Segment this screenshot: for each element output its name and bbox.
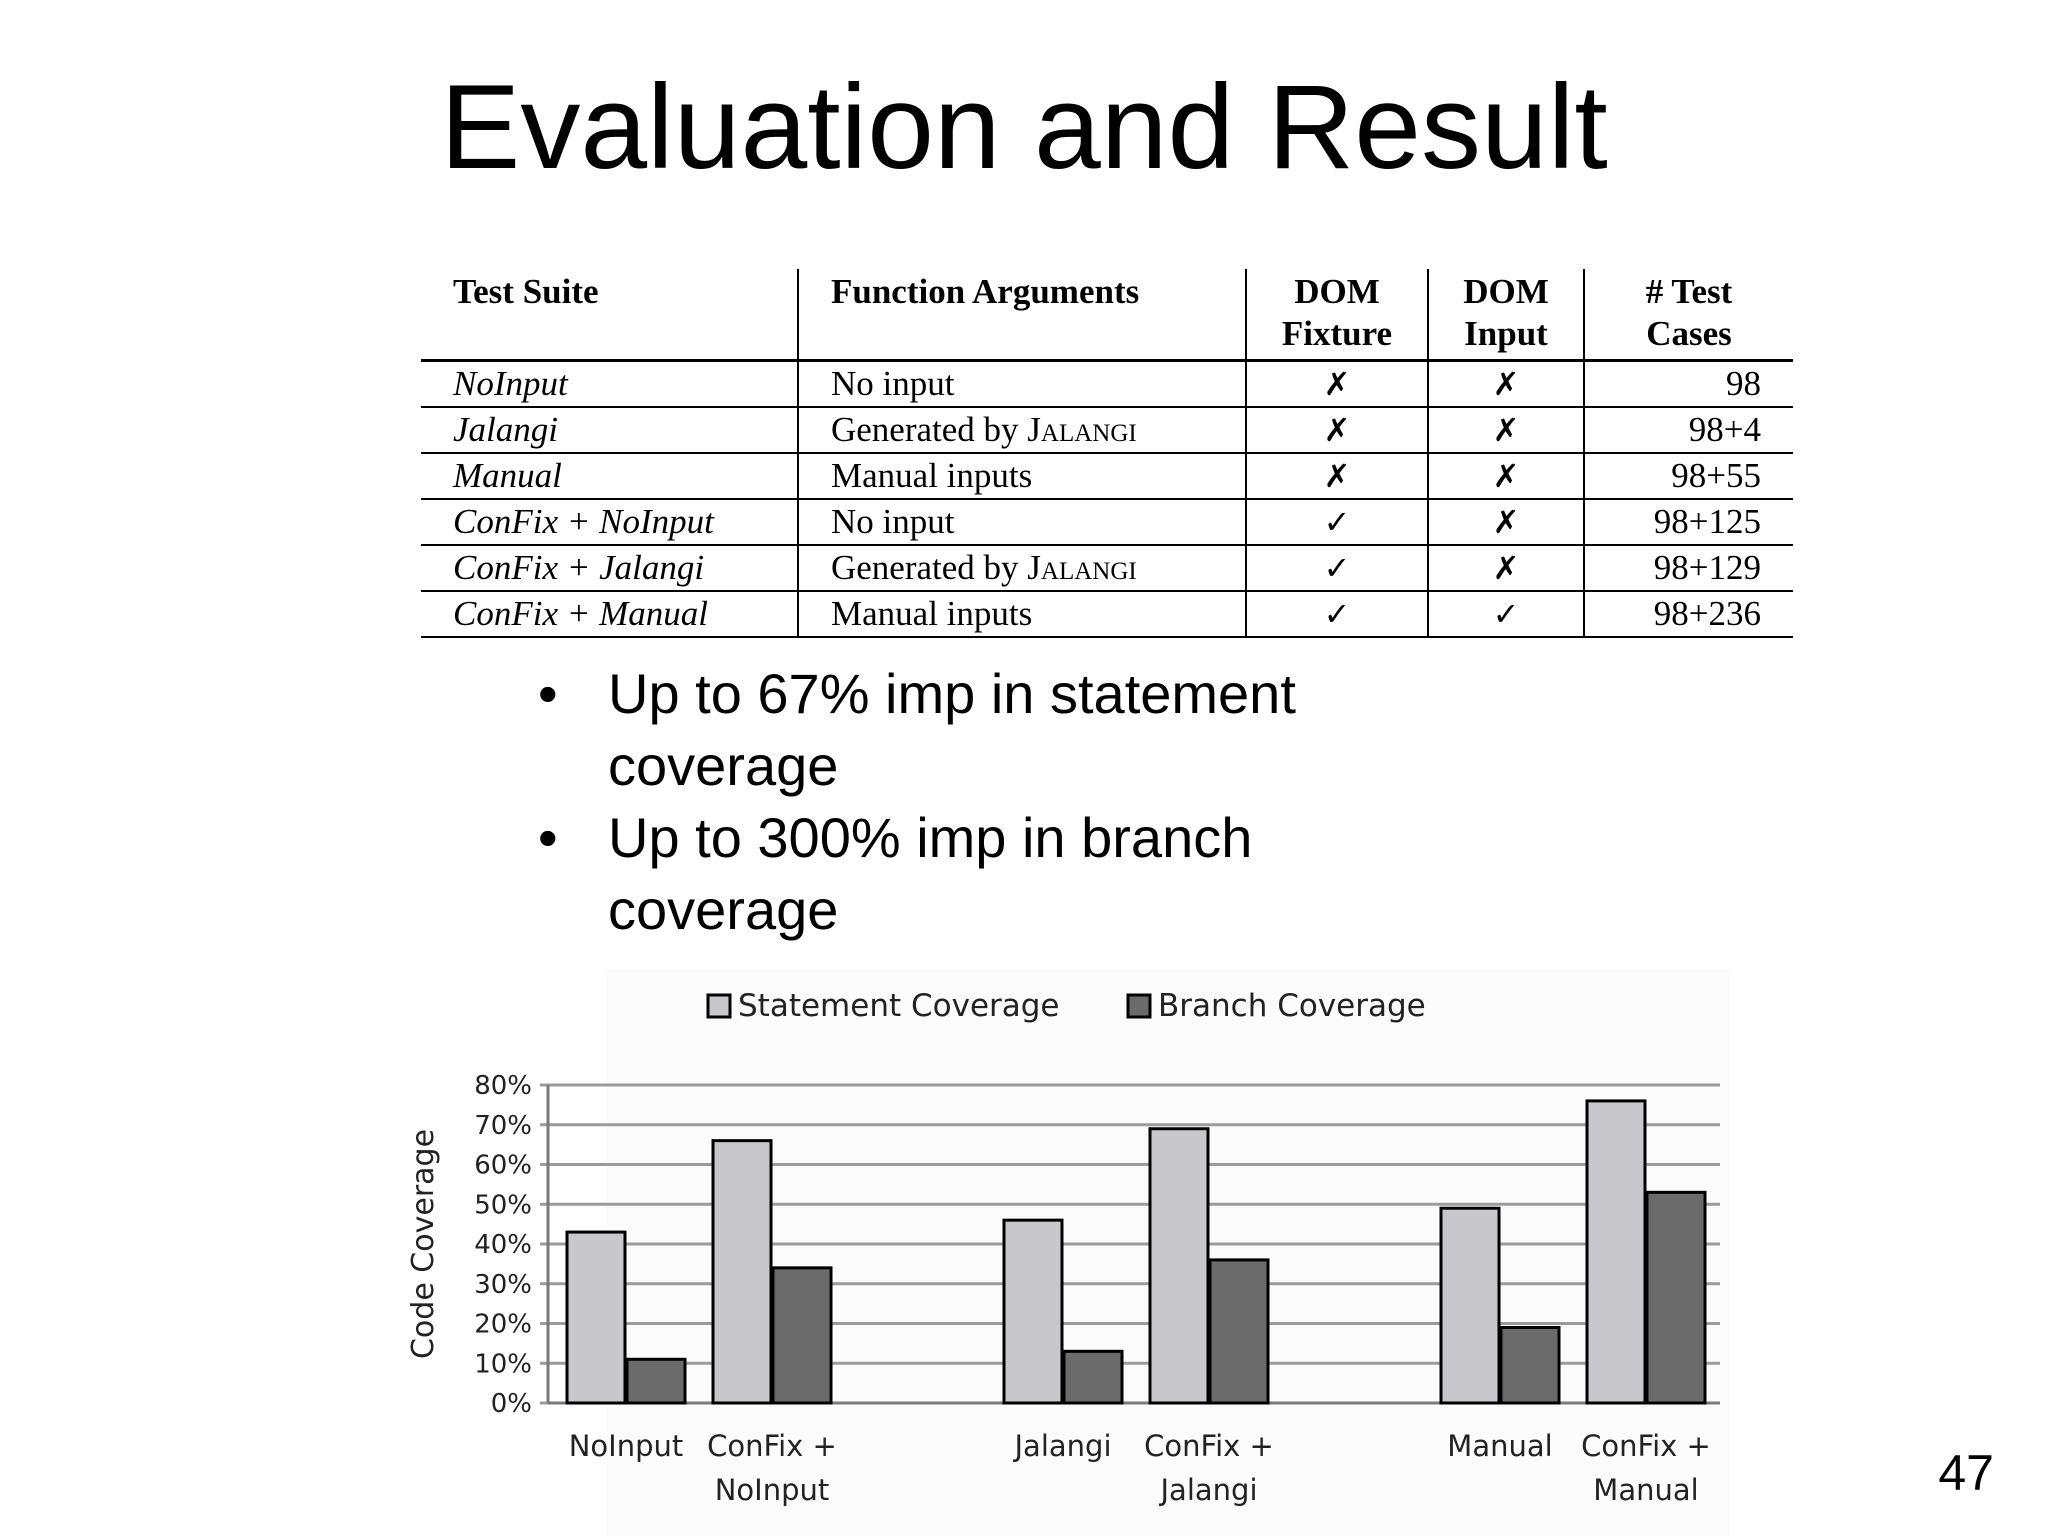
cell-test-suite: Jalangi	[453, 410, 558, 449]
y-tick-label: 50%	[474, 1190, 532, 1221]
cell-test-cases: 98	[1584, 361, 1793, 408]
branch-coverage-bar	[773, 1268, 831, 1403]
header-dom-input: DOM Input	[1428, 269, 1584, 361]
x-tick-label: NoInput	[568, 1429, 684, 1463]
table-row	[421, 361, 1793, 408]
x-tick-label: Manual	[1447, 1429, 1553, 1463]
x-tick-label: Jalangi	[1160, 1473, 1258, 1507]
statement-coverage-bar	[713, 1141, 771, 1403]
branch-coverage-bar	[1210, 1260, 1268, 1403]
cell-function-arguments: Generated by Jalangi	[798, 407, 1246, 453]
legend-label: Statement Coverage	[738, 988, 1060, 1024]
header-test-suite: Test Suite	[453, 272, 599, 311]
cell-dom-input: ✗	[1428, 545, 1584, 591]
y-axis-label: Code Coverage	[406, 1128, 441, 1360]
bullet-list	[530, 658, 1430, 946]
y-tick-label: 20%	[474, 1309, 532, 1340]
cell-dom-input: ✗	[1428, 453, 1584, 499]
y-tick-label: 30%	[474, 1269, 532, 1300]
statement-coverage-bar	[567, 1232, 625, 1403]
bullet-line-continued: coverage	[608, 734, 839, 797]
cell-function-arguments: Generated by Jalangi	[798, 545, 1246, 591]
x-tick-label: ConFix +	[1581, 1429, 1711, 1463]
bullet-dot: •	[538, 806, 558, 869]
cell-function-arguments: No input	[798, 499, 1246, 545]
bullet-dot: •	[538, 662, 558, 725]
y-tick-label: 70%	[474, 1110, 532, 1141]
branch-coverage-bar	[1647, 1192, 1705, 1403]
statement-coverage-bar	[1441, 1208, 1499, 1403]
cell-function-arguments: No input	[798, 361, 1246, 408]
x-tick-label: ConFix +	[707, 1429, 837, 1463]
cell-test-cases: 98+55	[1584, 453, 1793, 499]
branch-coverage-bar	[1064, 1351, 1122, 1403]
y-tick-label: 0%	[490, 1389, 532, 1419]
header-function-arguments: Function Arguments	[798, 269, 1246, 361]
y-tick-label: 10%	[474, 1349, 532, 1380]
coverage-chart	[390, 970, 1750, 1536]
table-row	[421, 591, 1793, 637]
test-suite-table	[421, 269, 1793, 638]
cell-dom-input: ✗	[1428, 407, 1584, 453]
cell-dom-fixture: ✓	[1246, 499, 1428, 545]
x-tick-label: ConFix +	[1144, 1429, 1274, 1463]
statement-coverage-bar	[1587, 1101, 1645, 1403]
page-number: 47	[1938, 1445, 1994, 1501]
bullet-line: Up to 67% imp in statement	[608, 662, 1296, 725]
cell-dom-fixture: ✗	[1246, 453, 1428, 499]
cell-test-cases: 98+4	[1584, 407, 1793, 453]
bullet-line-continued: coverage	[608, 878, 839, 941]
x-tick-label: Manual	[1593, 1473, 1699, 1507]
legend-swatch	[708, 995, 730, 1017]
branch-coverage-bar	[627, 1359, 685, 1403]
x-tick-label: Jalangi	[1014, 1429, 1112, 1463]
table-row	[421, 545, 1793, 591]
cell-test-suite: ConFix + Jalangi	[453, 548, 705, 587]
cell-test-suite: ConFix + Manual	[453, 594, 708, 633]
bullet-item	[530, 658, 1430, 802]
cell-dom-fixture: ✓	[1246, 591, 1428, 637]
slide-title: Evaluation and Result	[440, 60, 1608, 194]
cell-dom-fixture: ✗	[1246, 361, 1428, 408]
statement-coverage-bar	[1150, 1129, 1208, 1403]
y-tick-label: 40%	[474, 1230, 532, 1260]
y-tick-label: 80%	[474, 1071, 532, 1101]
cell-dom-input: ✗	[1428, 499, 1584, 545]
table-row	[421, 499, 1793, 545]
table-header-row	[421, 269, 1793, 361]
cell-function-arguments: Manual inputs	[798, 591, 1246, 637]
cell-test-suite: ConFix + NoInput	[453, 502, 714, 541]
cell-function-arguments: Manual inputs	[798, 453, 1246, 499]
branch-coverage-bar	[1501, 1327, 1559, 1403]
cell-test-cases: 98+129	[1584, 545, 1793, 591]
coverage-bar-chart-svg	[390, 970, 1750, 1536]
legend-swatch	[1128, 995, 1150, 1017]
cell-test-suite: Manual	[453, 456, 562, 495]
y-tick-label: 60%	[474, 1150, 532, 1181]
table-row	[421, 453, 1793, 499]
header-dom-fixture: DOM Fixture	[1246, 269, 1428, 361]
bullet-line: Up to 300% imp in branch	[608, 806, 1253, 869]
cell-dom-fixture: ✗	[1246, 407, 1428, 453]
cell-test-cases: 98+125	[1584, 499, 1793, 545]
cell-dom-input: ✓	[1428, 591, 1584, 637]
x-tick-label: NoInput	[714, 1473, 830, 1507]
cell-test-cases: 98+236	[1584, 591, 1793, 637]
header-test-cases: # Test Cases	[1584, 269, 1793, 361]
cell-test-suite: NoInput	[453, 364, 568, 403]
table-row	[421, 407, 1793, 453]
cell-dom-input: ✗	[1428, 361, 1584, 408]
statement-coverage-bar	[1004, 1220, 1062, 1403]
legend-label: Branch Coverage	[1158, 988, 1426, 1024]
cell-dom-fixture: ✓	[1246, 545, 1428, 591]
bullet-item	[530, 802, 1430, 946]
